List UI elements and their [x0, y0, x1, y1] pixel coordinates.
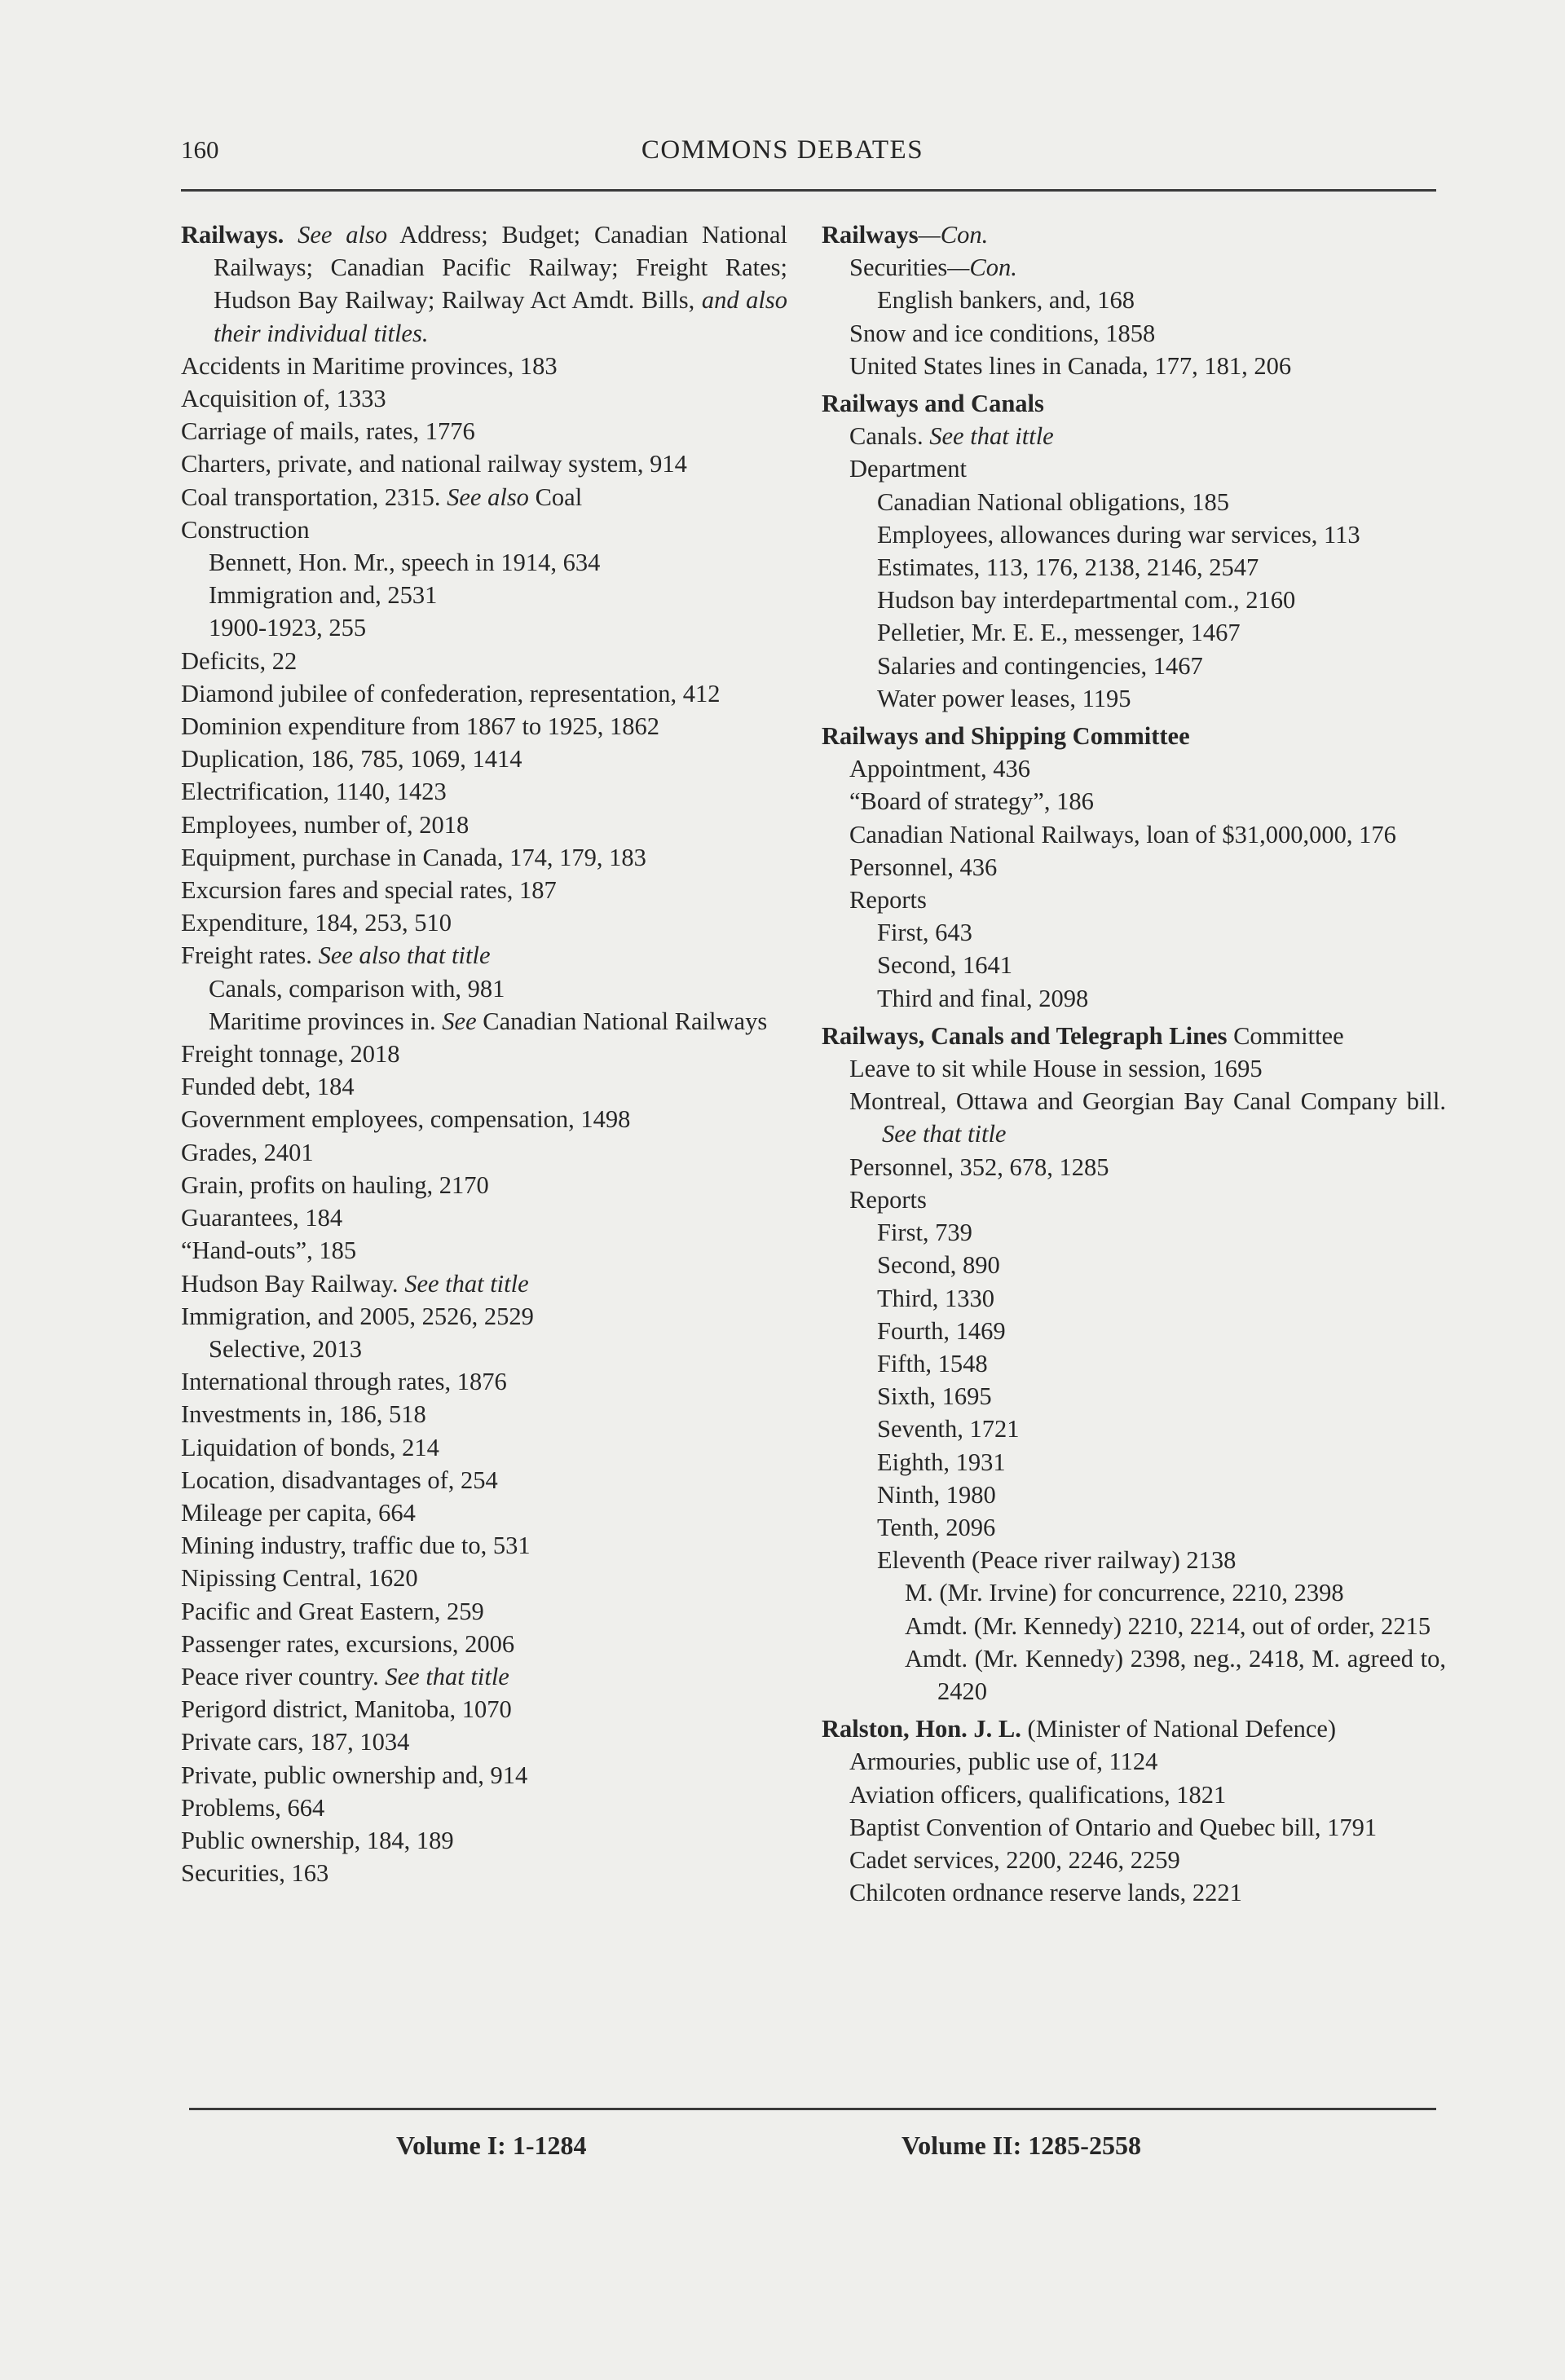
- index-entry: Grades, 2401: [181, 1138, 314, 1166]
- index-entry: Peace river country. See that title: [181, 1662, 509, 1690]
- index-entry: Mining industry, traffic due to, 531: [181, 1532, 531, 1560]
- index-subentry: Sixth, 1695: [877, 1382, 992, 1411]
- index-subentry: Department: [849, 455, 967, 483]
- index-entry: Location, disadvantages of, 254: [181, 1465, 498, 1494]
- index-subentry: 1900-1923, 255: [209, 614, 367, 642]
- index-subentry: Canals, comparison with, 981: [209, 974, 505, 1003]
- index-entry: Expenditure, 184, 253, 510: [181, 909, 452, 937]
- index-entry: Funded debt, 184: [181, 1073, 355, 1101]
- volume-one-label: Volume I: 1-1284: [396, 2131, 587, 2160]
- index-entry: Grain, profits on hauling, 2170: [181, 1170, 489, 1199]
- index-entry: Acquisition of, 1333: [181, 385, 386, 413]
- index-entry: Problems, 664: [181, 1793, 325, 1822]
- volume-two-label: Volume II: 1285-2558: [902, 2131, 1141, 2160]
- index-entry: Liquidation of bonds, 214: [181, 1433, 439, 1461]
- index-subentry: Montreal, Ottawa and Georgian Bay Canal Company bill. See that title: [849, 1087, 1446, 1148]
- index-subentry: Third and final, 2098: [877, 984, 1089, 1012]
- index-subentry: “Board of strategy”, 186: [849, 787, 1094, 816]
- index-subentry: Second, 1641: [877, 951, 1013, 980]
- index-entry: Excursion fares and special rates, 187: [181, 876, 557, 905]
- index-heading-telegraph-lines: Railways, Canals and Telegraph Lines Committee: [822, 1021, 1344, 1050]
- index-entry: Electrification, 1140, 1423: [181, 778, 447, 806]
- index-subentry: Bennett, Hon. Mr., speech in 1914, 634: [209, 549, 601, 577]
- index-subentry: Water power leases, 1195: [877, 684, 1131, 712]
- index-subentry: Ninth, 1980: [877, 1480, 996, 1509]
- index-subentry: First, 739: [877, 1219, 972, 1247]
- index-entry: Government employees, compensation, 1498: [181, 1105, 631, 1134]
- index-subentry: Appointment, 436: [849, 755, 1030, 783]
- index-entry: Passenger rates, excursions, 2006: [181, 1629, 515, 1658]
- index-subentry: Personnel, 352, 678, 1285: [849, 1153, 1109, 1181]
- index-entry: Public ownership, 184, 189: [181, 1826, 454, 1854]
- index-subentry: Amdt. (Mr. Kennedy) 2210, 2214, out of order, 2215: [905, 1611, 1431, 1640]
- index-subentry: Fourth, 1469: [877, 1316, 1006, 1345]
- index-subentry: Reports: [849, 886, 927, 915]
- index-entry: International through rates, 1876: [181, 1368, 507, 1396]
- index-subentry: Leave to sit while House in session, 1695: [849, 1055, 1263, 1083]
- index-subentry: Tenth, 2096: [877, 1513, 996, 1541]
- right-column: [822, 218, 1446, 1909]
- index-entry: Equipment, purchase in Canada, 174, 179, 183: [181, 843, 646, 871]
- index-entry: Employees, number of, 2018: [181, 810, 470, 839]
- index-subentry: Armouries, public use of, 1124: [849, 1748, 1158, 1776]
- index-subentry: Canadian National obligations, 185: [877, 487, 1230, 516]
- index-subentry: Fifth, 1548: [877, 1349, 988, 1377]
- index-entry: Charters, private, and national railway system, 914: [181, 450, 687, 478]
- index-subentry: Canadian National Railways, loan of $31,000,000, 176: [849, 820, 1396, 848]
- index-heading-railways-and-canals: Railways and Canals: [822, 390, 1044, 418]
- index-entry: Investments in, 186, 518: [181, 1400, 426, 1429]
- running-title: COMMONS DEBATES: [641, 135, 924, 165]
- index-subentry: Selective, 2013: [209, 1334, 363, 1363]
- index-subentry: Salaries and contingencies, 1467: [877, 651, 1203, 680]
- index-subentry: Personnel, 436: [849, 853, 998, 881]
- index-subentry: Maritime provinces in. See Canadian National Railways: [209, 1007, 768, 1035]
- index-subentry: Second, 890: [877, 1251, 1000, 1280]
- index-entry: Carriage of mails, rates, 1776: [181, 417, 475, 446]
- page-number: 160: [181, 135, 219, 164]
- index-entry: Hudson Bay Railway. See that title: [181, 1269, 529, 1298]
- index-subentry: Employees, allowances during war services, 113: [877, 520, 1360, 549]
- index-entry: Freight tonnage, 2018: [181, 1040, 400, 1069]
- index-subentry: Hudson bay interdepartmental com., 2160: [877, 586, 1296, 615]
- index-subentry: Canals. See that ittle: [849, 422, 1054, 451]
- index-subentry: Reports: [849, 1185, 927, 1214]
- index-heading-continued: Railways—Con.: [822, 221, 989, 249]
- index-entry: Guarantees, 184: [181, 1204, 343, 1232]
- index-heading-railways: Railways. See also Address; Budget; Canadian National Railways; Canadian Pacific Railway; Freight Rates; Hudson Bay Railway; Railway Act Amdt. Bills, and also their individual titles.: [181, 221, 788, 347]
- index-entry: Nipissing Central, 1620: [181, 1564, 418, 1593]
- index-subentry: Estimates, 113, 176, 2138, 2146, 2547: [877, 553, 1259, 582]
- index-entry: Mileage per capita, 664: [181, 1498, 416, 1527]
- index-subentry: Securities—Con.: [849, 253, 1017, 282]
- header-rule: [181, 189, 1436, 192]
- index-subentry: English bankers, and, 168: [877, 286, 1135, 315]
- index-entry: Private cars, 187, 1034: [181, 1728, 410, 1756]
- index-entry: Perigord district, Manitoba, 1070: [181, 1695, 512, 1724]
- index-subentry: Cadet services, 2200, 2246, 2259: [849, 1845, 1180, 1874]
- index-subentry: First, 643: [877, 919, 972, 947]
- index-entry: Diamond jubilee of confederation, representation, 412: [181, 679, 721, 707]
- index-entry: Private, public ownership and, 914: [181, 1761, 528, 1789]
- index-subentry: Snow and ice conditions, 1858: [849, 319, 1156, 347]
- index-subentry: Chilcoten ordnance reserve lands, 2221: [849, 1879, 1242, 1907]
- index-entry: Deficits, 22: [181, 646, 298, 675]
- index-subentry: Eleventh (Peace river railway) 2138: [877, 1546, 1237, 1575]
- index-entry: Accidents in Maritime provinces, 183: [181, 351, 558, 380]
- index-subentry: Third, 1330: [877, 1284, 995, 1312]
- index-subentry: Eighth, 1931: [877, 1448, 1006, 1476]
- index-entry: Pacific and Great Eastern, 259: [181, 1597, 484, 1625]
- left-column: [181, 218, 787, 1889]
- index-entry: Coal transportation, 2315. See also Coal: [181, 483, 583, 511]
- index-subentry: Amdt. (Mr. Kennedy) 2398, neg., 2418, M. agreed to, 2420: [905, 1644, 1446, 1705]
- index-entry: Construction: [181, 515, 310, 544]
- index-entry: Freight rates. See also that title: [181, 941, 491, 970]
- index-subentry: Seventh, 1721: [877, 1415, 1020, 1443]
- index-subentry: Immigration and, 2531: [209, 581, 438, 610]
- index-heading-railways-and-shipping: Railways and Shipping Committee: [822, 722, 1190, 751]
- index-subentry: Baptist Convention of Ontario and Quebec bill, 1791: [849, 1813, 1378, 1841]
- index-entry: Immigration, and 2005, 2526, 2529: [181, 1302, 534, 1330]
- index-heading-ralston: Ralston, Hon. J. L. (Minister of National Defence): [822, 1715, 1337, 1743]
- index-subentry: M. (Mr. Irvine) for concurrence, 2210, 2398: [905, 1579, 1344, 1607]
- index-entry: Securities, 163: [181, 1859, 329, 1888]
- index-entry: “Hand-outs”, 185: [181, 1236, 357, 1265]
- index-entry: Dominion expenditure from 1867 to 1925, 1862: [181, 712, 660, 741]
- index-subentry: Aviation officers, qualifications, 1821: [849, 1780, 1227, 1809]
- index-subentry: United States lines in Canada, 177, 181, 206: [849, 351, 1292, 380]
- index-entry: Duplication, 186, 785, 1069, 1414: [181, 745, 522, 774]
- footer-rule: [189, 2108, 1436, 2110]
- index-subentry: Pelletier, Mr. E. E., messenger, 1467: [877, 619, 1241, 647]
